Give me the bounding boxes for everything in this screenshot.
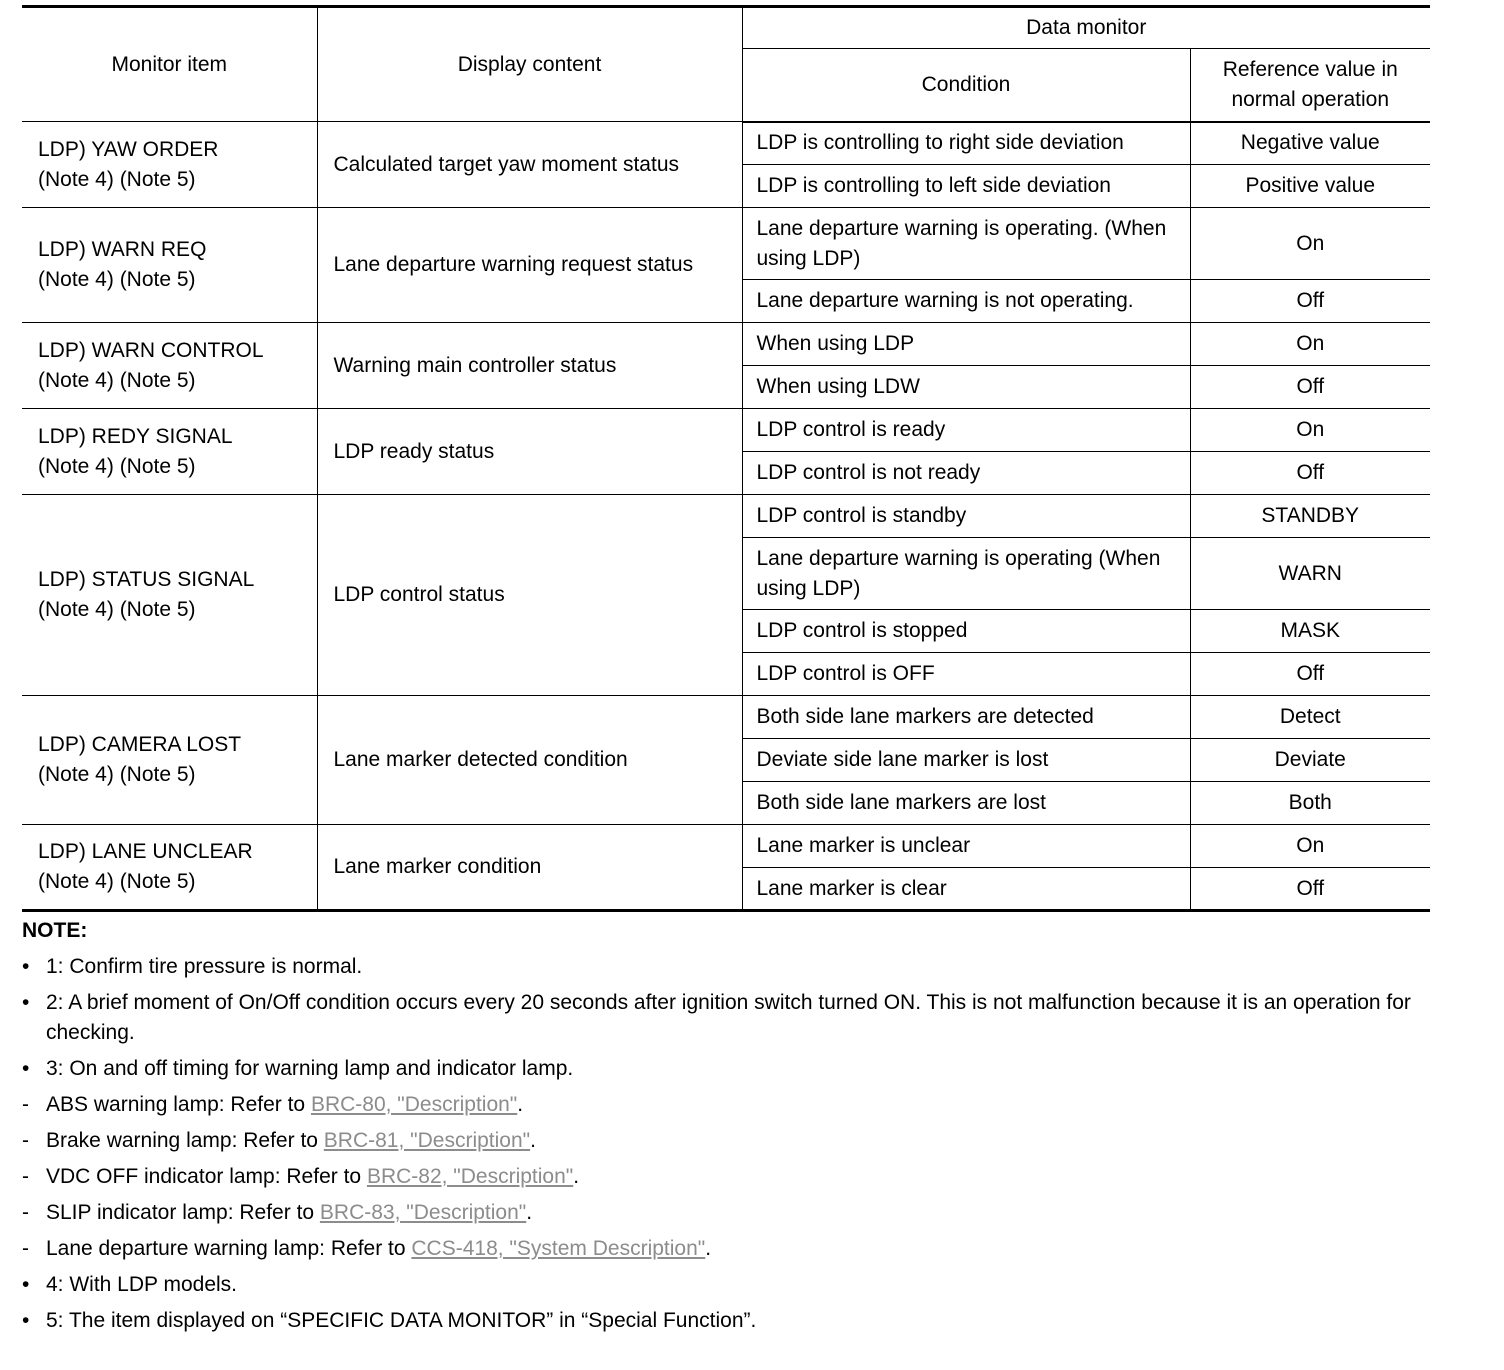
display-content-cell: LDP control status <box>317 495 742 696</box>
condition-cell: Lane departure warning is operating (When using LDP) <box>742 538 1190 610</box>
monitor-item-notes: (Note 4) (Note 5) <box>38 268 196 291</box>
condition-cell: Both side lane markers are detected <box>742 696 1190 739</box>
condition-cell: LDP control is standby <box>742 495 1190 538</box>
note-text: 1: Confirm tire pressure is normal. <box>46 955 363 978</box>
table-row <box>22 122 1430 165</box>
bullet-icon: • <box>22 991 30 1014</box>
monitor-item-cell <box>22 696 317 825</box>
reference-value-cell: Off <box>1190 868 1430 911</box>
display-content-cell: Lane marker condition <box>317 825 742 911</box>
display-content-cell: Calculated target yaw moment status <box>317 122 742 208</box>
monitor-item-name: LDP) YAW ORDER <box>38 137 219 161</box>
note-item <box>22 1270 1430 1300</box>
reference-value-cell: Both <box>1190 782 1430 825</box>
monitor-item-name: LDP) STATUS SIGNAL <box>38 568 255 591</box>
reference-link[interactable]: BRC-82, "Description" <box>366 1165 574 1188</box>
notes-list <box>22 952 1430 1336</box>
reference-value-cell: WARN <box>1190 538 1430 610</box>
monitor-item-notes: (Note 4) (Note 5) <box>38 598 196 621</box>
note-suffix: . <box>530 1129 536 1152</box>
bullet-icon: • <box>22 955 30 978</box>
reference-value-cell: MASK <box>1190 610 1430 653</box>
dash-icon: - <box>22 1237 29 1260</box>
reference-value-cell: Deviate <box>1190 739 1430 782</box>
table-row <box>22 825 1430 868</box>
reference-link[interactable]: BRC-83, "Description" <box>319 1201 527 1224</box>
monitor-item-name: LDP) LANE UNCLEAR <box>38 840 253 863</box>
display-content-cell: Warning main controller status <box>317 323 742 409</box>
monitor-item-name: LDP) WARN REQ <box>38 238 207 261</box>
bullet-icon: • <box>22 1057 30 1080</box>
note-suffix: . <box>705 1237 712 1260</box>
condition-cell: LDP is controlling to left side deviation <box>742 165 1190 208</box>
dash-icon: - <box>22 1129 29 1152</box>
bullet-icon: • <box>22 1309 30 1332</box>
condition-cell: Lane departure warning is not operating. <box>742 280 1190 323</box>
header-monitor-item: Monitor item <box>22 7 317 122</box>
note-item <box>22 1162 1430 1192</box>
monitor-item-name: LDP) WARN CONTROL <box>38 338 264 362</box>
table-row <box>22 696 1430 739</box>
reference-value-cell: Off <box>1190 452 1430 495</box>
note-suffix: . <box>526 1201 533 1224</box>
reference-value-cell: Off <box>1190 653 1430 696</box>
note-text: Lane departure warning lamp: Refer to <box>46 1237 412 1260</box>
table-row <box>22 208 1430 280</box>
note-item <box>22 952 1430 982</box>
reference-link[interactable]: CCS-418, "System Description" <box>411 1237 706 1260</box>
note-text: 5: The item displayed on “SPECIFIC DATA MONITOR” in “Special Function”. <box>46 1309 757 1332</box>
condition-cell: Both side lane markers are lost <box>742 782 1190 825</box>
dash-icon: - <box>22 1093 29 1116</box>
display-content-cell: Lane departure warning request status <box>317 208 742 323</box>
data-monitor-table <box>22 5 1430 912</box>
notes-heading: NOTE: <box>22 919 88 942</box>
condition-cell: Lane departure warning is operating. (When using LDP) <box>742 208 1190 280</box>
note-text: 2: A brief moment of On/Off condition occurs every 20 seconds after ignition switch turned ON. This is not malfunction because it is an operation for checking. <box>46 991 1411 1044</box>
monitor-item-cell <box>22 122 317 208</box>
condition-cell: LDP control is OFF <box>742 653 1190 696</box>
monitor-item-notes: (Note 4) (Note 5) <box>38 167 196 191</box>
condition-cell: When using LDP <box>742 323 1190 366</box>
condition-cell: Lane marker is clear <box>742 868 1190 911</box>
monitor-item-cell <box>22 495 317 696</box>
page <box>22 5 1430 1342</box>
header-reference-value: Reference value in normal operation <box>1190 49 1430 122</box>
table-body <box>22 122 1430 911</box>
monitor-item-notes: (Note 4) (Note 5) <box>38 454 196 478</box>
condition-cell: When using LDW <box>742 366 1190 409</box>
note-item <box>22 1126 1430 1156</box>
condition-cell: LDP control is ready <box>742 409 1190 452</box>
monitor-item-name: LDP) CAMERA LOST <box>38 733 242 756</box>
table-row <box>22 323 1430 366</box>
table-row <box>22 409 1430 452</box>
dash-icon: - <box>22 1201 29 1224</box>
reference-value-cell: Negative value <box>1190 122 1430 165</box>
note-item <box>22 1234 1430 1264</box>
reference-value-cell: On <box>1190 208 1430 280</box>
note-item <box>22 988 1430 1048</box>
note-item <box>22 1198 1430 1228</box>
monitor-item-notes: (Note 4) (Note 5) <box>38 870 196 893</box>
note-text: ABS warning lamp: Refer to <box>46 1093 311 1116</box>
bullet-icon: • <box>22 1273 30 1296</box>
reference-value-cell: On <box>1190 409 1430 452</box>
dash-icon: - <box>22 1165 29 1188</box>
reference-value-cell: Positive value <box>1190 165 1430 208</box>
condition-cell: LDP control is not ready <box>742 452 1190 495</box>
header-condition: Condition <box>742 49 1190 122</box>
reference-value-cell: STANDBY <box>1190 495 1430 538</box>
condition-cell: Deviate side lane marker is lost <box>742 739 1190 782</box>
note-text: VDC OFF indicator lamp: Refer to <box>46 1165 367 1188</box>
monitor-item-cell <box>22 208 317 323</box>
note-text: 3: On and off timing for warning lamp and indicator lamp. <box>46 1057 574 1080</box>
reference-link[interactable]: BRC-81, "Description" <box>323 1129 531 1152</box>
note-item <box>22 1090 1430 1120</box>
reference-value-cell: Off <box>1190 366 1430 409</box>
reference-value-cell: On <box>1190 825 1430 868</box>
monitor-item-notes: (Note 4) (Note 5) <box>38 368 196 392</box>
display-content-cell: Lane marker detected condition <box>317 696 742 825</box>
monitor-item-notes: (Note 4) (Note 5) <box>38 763 196 786</box>
table-row <box>22 495 1430 538</box>
note-suffix: . <box>517 1093 524 1116</box>
note-item <box>22 1054 1430 1084</box>
note-text: 4: With LDP models. <box>46 1273 238 1296</box>
monitor-item-cell <box>22 825 317 911</box>
monitor-item-name: LDP) REDY SIGNAL <box>38 424 233 448</box>
reference-value-cell: On <box>1190 323 1430 366</box>
note-suffix: . <box>573 1165 580 1188</box>
display-content-cell: LDP ready status <box>317 409 742 495</box>
condition-cell: Lane marker is unclear <box>742 825 1190 868</box>
reference-value-cell: Off <box>1190 280 1430 323</box>
monitor-item-cell <box>22 323 317 409</box>
monitor-item-cell <box>22 409 317 495</box>
notes-section <box>22 916 1430 1336</box>
note-item <box>22 1306 1430 1336</box>
note-text: SLIP indicator lamp: Refer to <box>46 1201 320 1224</box>
header-data-monitor: Data monitor <box>742 7 1430 49</box>
reference-value-cell: Detect <box>1190 696 1430 739</box>
header-display-content: Display content <box>317 7 742 122</box>
condition-cell: LDP control is stopped <box>742 610 1190 653</box>
reference-link[interactable]: BRC-80, "Description" <box>310 1093 518 1116</box>
condition-cell: LDP is controlling to right side deviation <box>742 122 1190 165</box>
note-text: Brake warning lamp: Refer to <box>46 1129 324 1152</box>
